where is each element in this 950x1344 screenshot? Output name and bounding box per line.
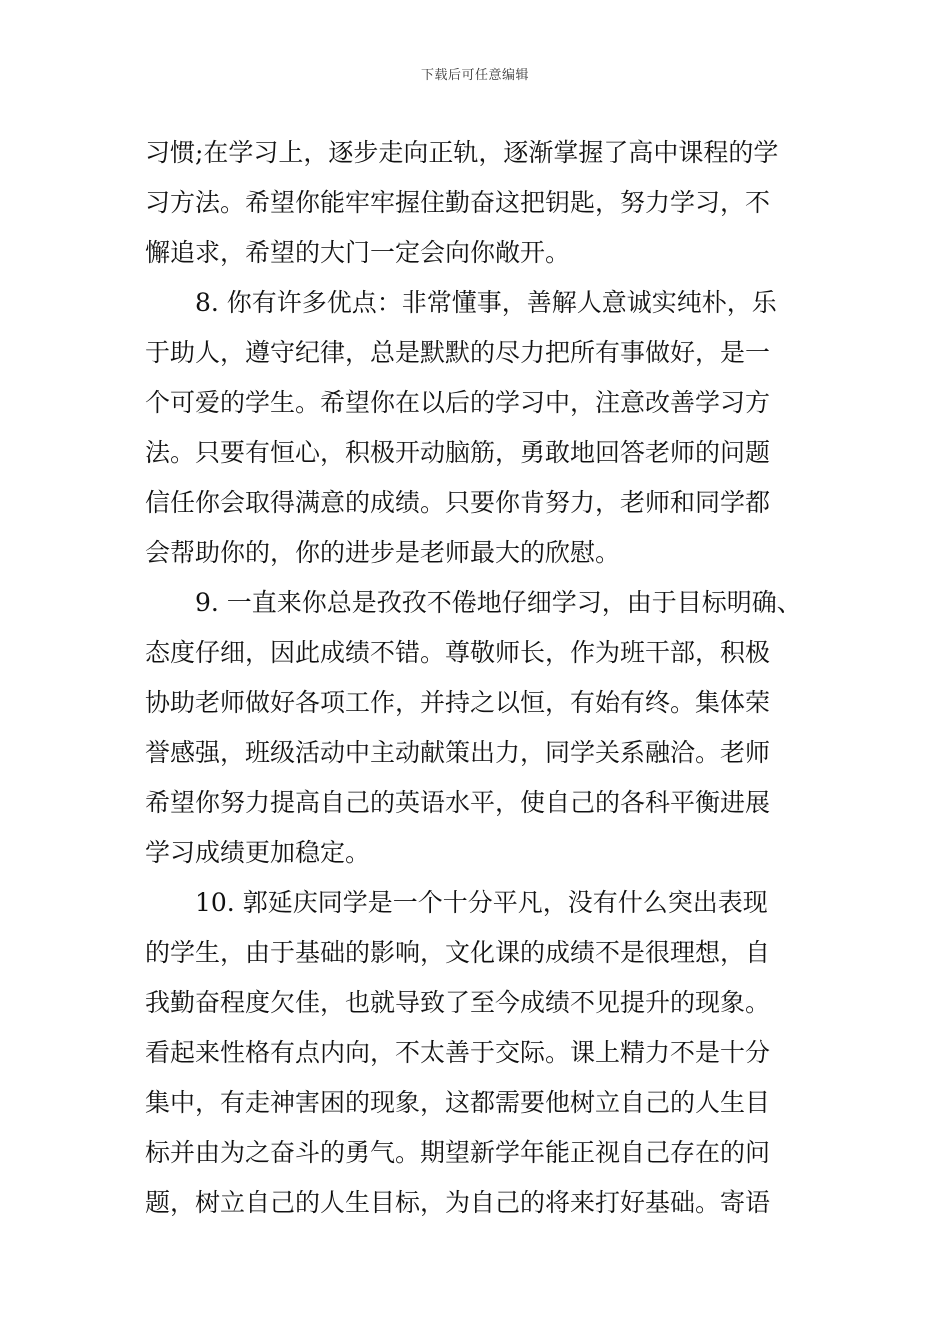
text-line: 9. 一直来你总是孜孜不倦地仔细学习，由于目标明确、 [195, 588, 802, 617]
text-line: 懈追求，希望的大门一定会向你敞开。 [145, 238, 571, 267]
text-line: 我勤奋程度欠佳，也就导致了至今成绩不见提升的现象。 [145, 988, 771, 1017]
text-line: 习惯;在学习上，逐步走向正轨，逐渐掌握了高中课程的学 [145, 138, 779, 167]
text-line: 于助人，遵守纪律，总是默默的尽力把所有事做好，是一 [145, 338, 771, 367]
text-line: 个可爱的学生。希望你在以后的学习中，注意改善学习方 [145, 388, 771, 417]
page-header: 下载后可任意编辑 [420, 68, 529, 83]
text-line: 学习成绩更加稳定。 [145, 838, 371, 867]
text-line: 习方法。希望你能牢牢握住勤奋这把钥匙，努力学习，不 [145, 188, 771, 217]
text-line: 10. 郭延庆同学是一个十分平凡，没有什么突出表现 [195, 888, 768, 917]
text-line: 协助老师做好各项工作，并持之以恒，有始有终。集体荣 [145, 688, 771, 717]
text-line: 希望你努力提高自己的英语水平，使自己的各科平衡进展 [145, 788, 771, 817]
text-line: 集中，有走神害困的现象，这都需要他树立自己的人生目 [145, 1088, 771, 1117]
text-line: 的学生，由于基础的影响，文化课的成绩不是很理想，自 [145, 938, 771, 967]
document-body [145, 128, 810, 1228]
text-line: 信任你会取得满意的成绩。只要你肯努力，老师和同学都 [145, 488, 771, 517]
text-line: 誉感强，班级活动中主动献策出力，同学关系融洽。老师 [145, 738, 771, 767]
paragraph-item-10 [145, 878, 810, 1228]
paragraph-continuation [145, 128, 810, 278]
text-line: 看起来性格有点内向，不太善于交际。课上精力不是十分 [145, 1038, 771, 1067]
text-line: 法。只要有恒心，积极开动脑筋，勇敢地回答老师的问题 [145, 438, 771, 467]
text-line: 题，树立自己的人生目标，为自己的将来打好基础。寄语 [145, 1188, 771, 1217]
text-line: 标并由为之奋斗的勇气。期望新学年能正视自己存在的问 [145, 1138, 771, 1167]
text-line: 态度仔细，因此成绩不错。尊敬师长，作为班干部，积极 [145, 638, 771, 667]
paragraph-item-9 [145, 578, 810, 878]
text-line: 8. 你有许多优点：非常懂事，善解人意诚实纯朴，乐 [195, 288, 777, 317]
text-line: 会帮助你的，你的进步是老师最大的欣慰。 [145, 538, 621, 567]
paragraph-item-8 [145, 278, 810, 578]
